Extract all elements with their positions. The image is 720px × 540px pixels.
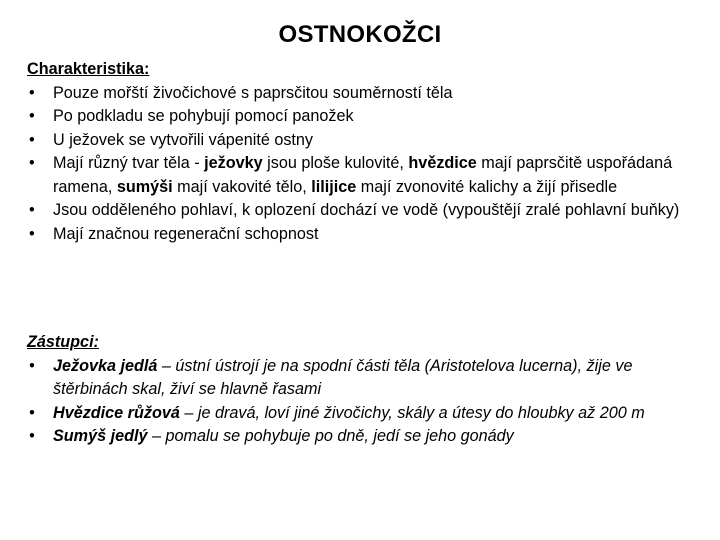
item-text: – je dravá, loví jiné živočichy, skály a útesy do hloubky až 200 m bbox=[179, 403, 645, 422]
item-text: – ústní ústrojí je na spodní části těla (Aristotelova lucerna), žije ve štěrbinách skal, živí se hlavně řasami bbox=[53, 356, 633, 398]
list-item bbox=[27, 82, 707, 106]
item-text: jsou ploše kulovité, bbox=[262, 154, 409, 172]
bullet-icon: • bbox=[29, 130, 35, 149]
highlighted-term: hvězdice bbox=[408, 154, 477, 172]
representatives-list bbox=[27, 355, 707, 449]
item-text: mají zvonovité kalichy a žijí přisedle bbox=[356, 177, 618, 196]
list-item bbox=[27, 355, 707, 402]
item-text: mají paprsčitě uspořádaná ramena, bbox=[53, 154, 673, 196]
item-text: – pomalu se pohybuje po dně, jedí se jeho gonády bbox=[147, 427, 514, 445]
list-item bbox=[27, 105, 707, 129]
item-text: Mají značnou regenerační schopnost bbox=[53, 224, 319, 243]
item-text: Pouze mořští živočichové s paprsčitou souměrností těla bbox=[53, 83, 453, 102]
highlighted-term: Sumýš jedlý bbox=[53, 427, 148, 445]
bullet-icon: • bbox=[29, 427, 35, 445]
list-item bbox=[27, 223, 707, 247]
highlighted-term: sumýši bbox=[116, 177, 173, 196]
highlighted-term: Hvězdice růžová bbox=[53, 403, 180, 422]
highlighted-term: Ježovka jedlá bbox=[53, 356, 158, 375]
item-text: Po podkladu se pohybují pomocí panožek bbox=[53, 107, 354, 125]
page-title: OSTNOKOŽCI bbox=[278, 21, 442, 48]
list-item bbox=[27, 152, 707, 199]
bullet-icon: • bbox=[29, 224, 35, 243]
characteristics-section bbox=[27, 58, 707, 246]
bullet-icon: • bbox=[29, 403, 35, 422]
list-item bbox=[27, 425, 707, 449]
representatives-section bbox=[27, 331, 707, 449]
list-item bbox=[27, 129, 707, 153]
item-text: mají vakovité tělo, bbox=[172, 177, 312, 196]
bullet-icon: • bbox=[29, 107, 35, 125]
characteristics-list bbox=[27, 82, 707, 247]
item-text: U ježovek se vytvořili vápenité ostny bbox=[53, 130, 314, 149]
list-item bbox=[27, 402, 707, 426]
bullet-icon: • bbox=[29, 154, 35, 172]
item-text: Jsou odděleného pohlaví, k oplození dochází ve vodě (vypouštějí zralé pohlavní buňky) bbox=[53, 201, 680, 219]
item-text: Mají různý tvar těla - bbox=[53, 154, 205, 172]
highlighted-term: ježovky bbox=[204, 154, 263, 172]
bullet-icon: • bbox=[29, 356, 35, 375]
bullet-icon: • bbox=[29, 83, 35, 102]
bullet-icon: • bbox=[29, 201, 35, 219]
list-item bbox=[27, 199, 707, 223]
representatives-heading: Zástupci: bbox=[27, 333, 99, 351]
highlighted-term: lilijice bbox=[311, 177, 357, 196]
characteristics-heading: Charakteristika: bbox=[27, 60, 150, 78]
